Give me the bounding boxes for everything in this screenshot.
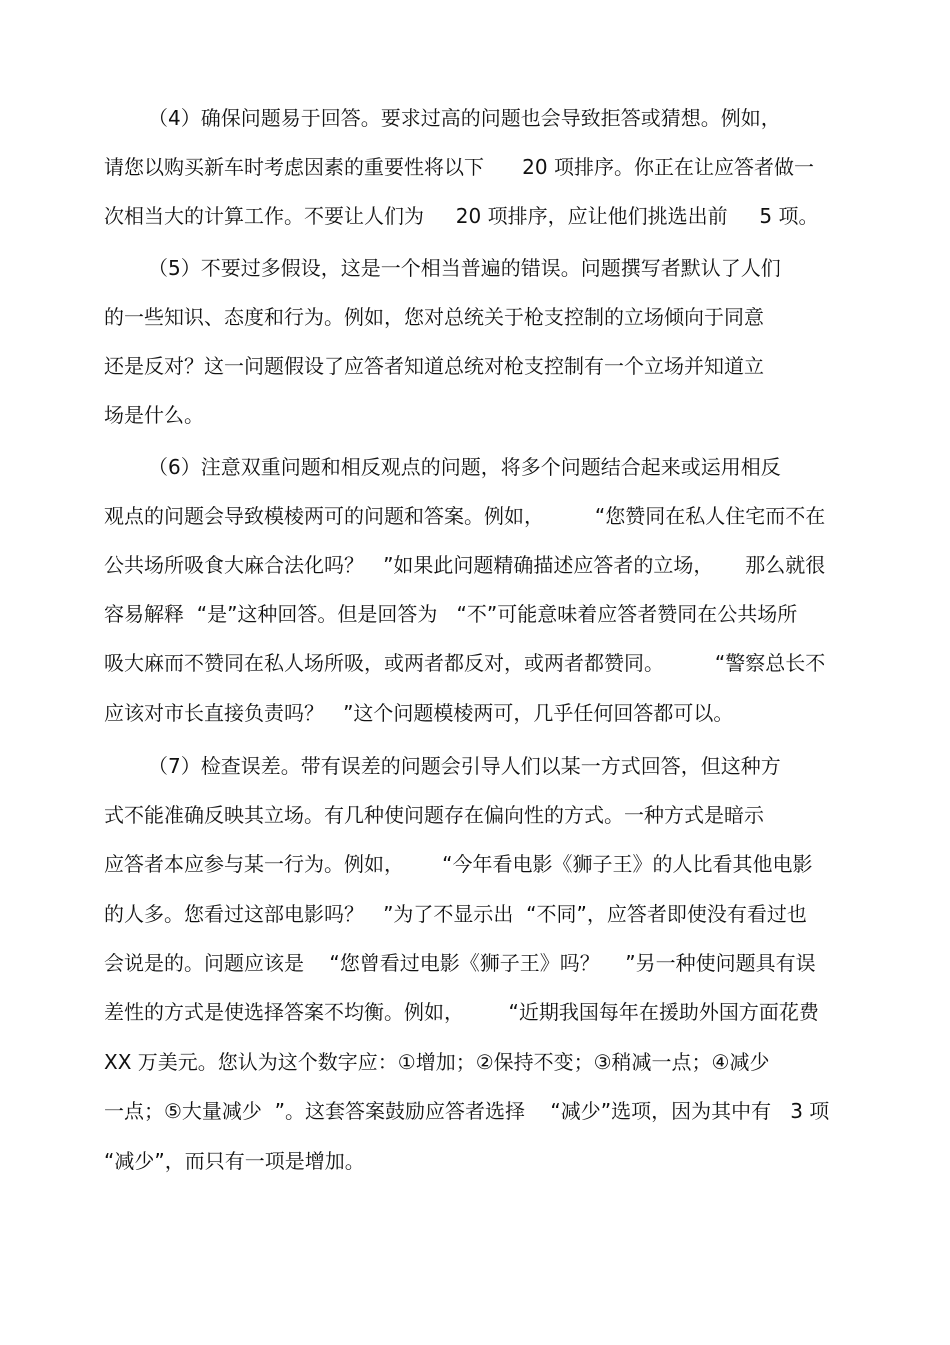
paragraph-4-line-3: 次相当大的计算工作。不要让人们为 20 项排序，应让他们挑选出前 5 项。: [104, 204, 819, 228]
paragraph-6-line-2: 观点的问题会导致模棱两可的问题和答案。例如， “您赞同在私人住宅而不在: [104, 504, 826, 528]
paragraph-7-line-1: （7）检查误差。带有误差的问题会引导人们以某一方式回答，但这种方: [148, 754, 781, 778]
paragraph-7-line-9: “减少”，而只有一项是增加。: [104, 1149, 365, 1173]
paragraph-6-line-6: 应该对市长直接负责吗？ ”这个问题模棱两可，几乎任何回答都可以。: [104, 701, 734, 725]
paragraph-7-line-4: 的人多。您看过这部电影吗？ ”为了不显示出 “不同”，应答者即使没有看过也: [104, 902, 807, 926]
paragraph-4-line-1: （4）确保问题易于回答。要求过高的问题也会导致拒答或猜想。例如，: [148, 106, 781, 130]
paragraph-7-line-2: 式不能准确反映其立场。有几种使问题存在偏向性的方式。一种方式是暗示: [104, 803, 764, 827]
paragraph-7-line-3: 应答者本应参与某一行为。例如， “今年看电影《狮子王》的人比看其他电影: [104, 852, 813, 876]
paragraph-7-line-6: 差性的方式是使选择答案不均衡。例如， “近期我国每年在援助外国方面花费: [104, 1000, 819, 1024]
paragraph-7-line-7: XX 万美元。您认为这个数字应：①增加；②保持不变；③稍减一点；④减少: [104, 1050, 770, 1074]
paragraph-6-line-1: （6）注意双重问题和相反观点的问题，将多个问题结合起来或运用相反: [148, 455, 781, 479]
paragraph-6-line-5: 吸大麻而不赞同在私人场所吸，或两者都反对，或两者都赞同。 “警察总长不: [104, 651, 826, 675]
paragraph-4-line-2: 请您以购买新车时考虑因素的重要性将以下 20 项排序。你正在让应答者做一: [104, 155, 814, 179]
paragraph-7-line-5: 会说是的。问题应该是 “您曾看过电影《狮子王》吗？ ”另一种使问题具有误: [104, 951, 816, 975]
paragraph-5-line-2: 的一些知识、态度和行为。例如，您对总统关于枪支控制的立场倾向于同意: [104, 305, 764, 329]
paragraph-7-line-8: 一点；⑤大量减少 ”。这套答案鼓励应答者选择 “减少”选项，因为其中有 3 项: [104, 1099, 830, 1123]
paragraph-5-line-4: 场是什么。: [104, 403, 204, 427]
paragraph-5-line-1: （5）不要过多假设，这是一个相当普遍的错误。问题撰写者默认了人们: [148, 256, 781, 280]
paragraph-6-line-3: 公共场所吸食大麻合法化吗？ ”如果此问题精确描述应答者的立场， 那么就很: [104, 553, 826, 577]
paragraph-5-line-3: 还是反对？这一问题假设了应答者知道总统对枪支控制有一个立场并知道立: [104, 354, 764, 378]
paragraph-6-line-4: 容易解释 “是”这种回答。但是回答为 “不”可能意味着应答者赞同在公共场所: [104, 602, 798, 626]
